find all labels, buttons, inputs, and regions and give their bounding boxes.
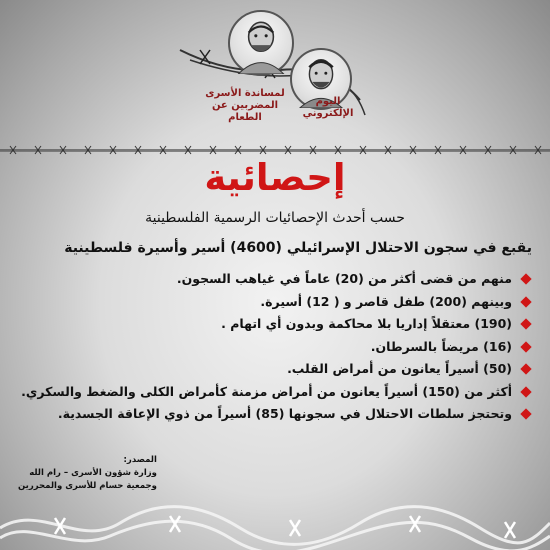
list-item [40, 291, 532, 314]
source-block [18, 454, 157, 493]
source-label: المصدر: [123, 455, 157, 465]
header-org-subtitle: لمساندة الأسرى المضربين عن الطعام [205, 88, 285, 123]
list-item-text: وبينهم (200) طفل قاصر و ( 12) أسيرة. [260, 293, 512, 309]
list-item-text: وتحتجز سلطات الاحتلال في سجونها (85) أسيراً من ذوي الإعاقة الجسدية. [57, 406, 512, 421]
diamond-bullet-icon [520, 296, 531, 307]
list-item-text: منهم من قضى أكثر من (20) عاماً في غياهب السجون. [176, 271, 512, 286]
list-item-text: (190) معتقلاً إداريا بلا محاكمة وبدون أي اتهام . [221, 316, 512, 331]
top-barbed-wire-icon [0, 143, 550, 157]
list-item-text: أكثر من (150) أسيراً يعانون من أمراض مزمنة كأمراض الكلى والضغط والسكري. [21, 383, 512, 399]
diamond-bullet-icon [520, 408, 531, 419]
diamond-bullet-icon [520, 318, 531, 329]
list-item [40, 313, 532, 336]
bottom-barbed-wire-icon [0, 498, 550, 550]
page-subtitle: حسب أحدث الإحصائيات الرسمية الفلسطينية [145, 210, 405, 226]
header [0, 0, 550, 150]
diamond-bullet-icon [520, 386, 531, 397]
diamond-bullet-icon [520, 273, 531, 284]
list-item [40, 358, 532, 381]
list-item [40, 336, 532, 359]
list-item [40, 268, 532, 291]
diamond-bullet-icon [520, 341, 531, 352]
intro-text: يقبع في سجون الاحتلال الإسرائيلي (4600) أسير وأسيرة فلسطينية [64, 240, 532, 256]
list-item-text: (50) أسيراً يعانون من أمراض القلب. [287, 361, 512, 376]
source-line-1: وزارة شؤون الأسرى – رام الله [29, 468, 157, 478]
statistics-list [21, 268, 532, 426]
page-title: إحصائية [204, 156, 346, 199]
list-item-text: (16) مريضاً بالسرطان. [370, 338, 512, 354]
diamond-bullet-icon [520, 363, 531, 374]
header-org-name: اليوم الإلكتروني [302, 96, 354, 119]
list-item [21, 381, 532, 404]
list-item [40, 403, 532, 426]
source-line-2: وجمعية حسام للأسرى والمحررين [18, 481, 157, 491]
portrait-left-image [228, 10, 294, 76]
